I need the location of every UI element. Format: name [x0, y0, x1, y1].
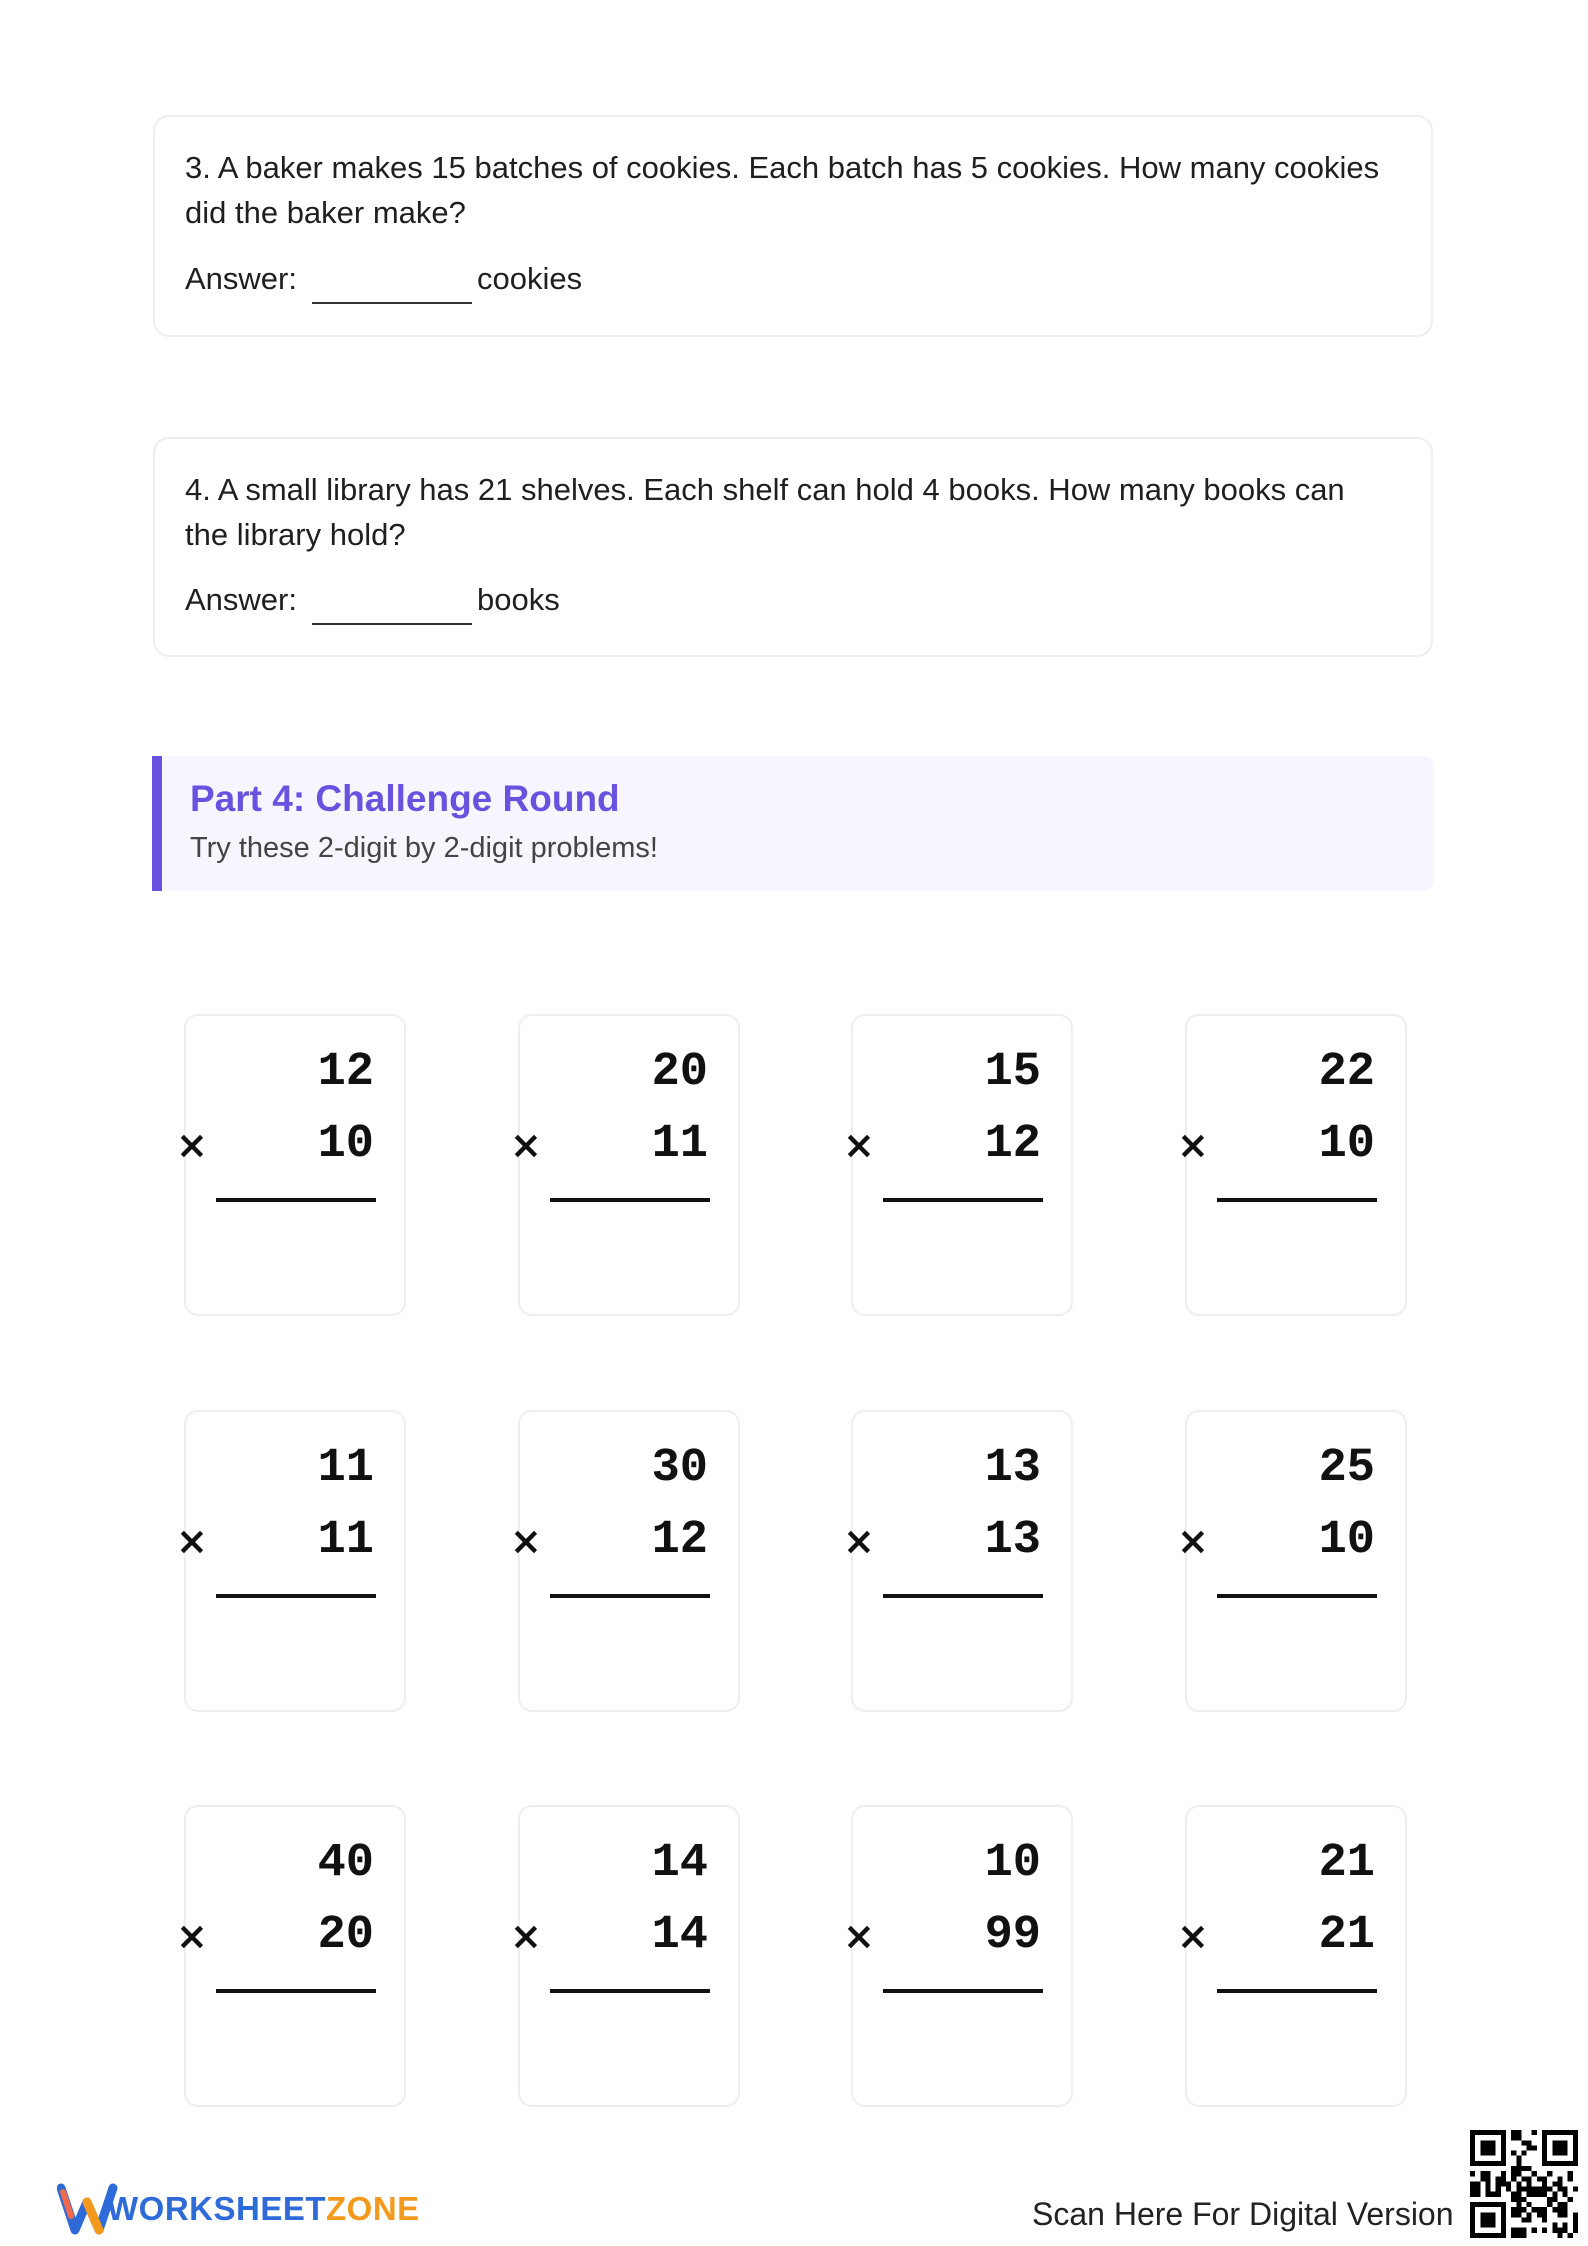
top-number: 25 [1318, 1442, 1375, 1495]
times-sign: × [510, 1519, 542, 1563]
top-number: 12 [317, 1046, 374, 1099]
answer-line[interactable] [1217, 1198, 1377, 1202]
bottom-number: 11 [317, 1514, 374, 1567]
multiplication-problem [1177, 1410, 1407, 1712]
section-subtitle: Try these 2-digit by 2-digit problems! [190, 832, 658, 864]
answer-unit: cookies [477, 261, 583, 296]
answer-label: Answer: [185, 582, 297, 617]
times-sign: × [1177, 1519, 1209, 1563]
bottom-number: 13 [984, 1514, 1041, 1567]
multiplication-problem [843, 1410, 1073, 1712]
multiplication-problem [1177, 1805, 1407, 2107]
bottom-number: 10 [1318, 1514, 1375, 1567]
bottom-number: 14 [651, 1909, 708, 1962]
answer-line[interactable] [883, 1594, 1043, 1598]
times-sign: × [843, 1519, 875, 1563]
answer-line[interactable] [1217, 1989, 1377, 1993]
qr-code-icon[interactable] [1470, 2130, 1578, 2238]
answer-line[interactable] [883, 1198, 1043, 1202]
answer-blank[interactable] [312, 623, 472, 625]
bottom-number: 21 [1318, 1909, 1375, 1962]
top-number: 40 [317, 1837, 374, 1890]
bottom-number: 20 [317, 1909, 374, 1962]
scan-text: Scan Here For Digital Version [1032, 2196, 1454, 2232]
top-number: 13 [984, 1442, 1041, 1495]
answer-label: Answer: [185, 261, 297, 296]
bottom-number: 10 [317, 1118, 374, 1171]
answer-line[interactable] [550, 1989, 710, 1993]
answer-line[interactable] [883, 1989, 1043, 1993]
brand-name-part1: WORKSHEET [107, 2190, 326, 2227]
top-number: 10 [984, 1837, 1041, 1890]
bottom-number: 12 [984, 1118, 1041, 1171]
multiplication-problem [843, 1805, 1073, 2107]
top-number: 14 [651, 1837, 708, 1890]
times-sign: × [510, 1123, 542, 1167]
question-text: 3. A baker makes 15 batches of cookies. Each batch has 5 cookies. How many cookies did the baker make? [185, 150, 1380, 230]
times-sign: × [843, 1123, 875, 1167]
top-number: 11 [317, 1442, 374, 1495]
multiplication-problem [176, 1014, 406, 1316]
answer-line[interactable] [550, 1198, 710, 1202]
multiplication-problem [510, 1014, 740, 1316]
answer-line[interactable] [216, 1198, 376, 1202]
bottom-number: 10 [1318, 1118, 1375, 1171]
brand-name-part2: ZONE [326, 2190, 420, 2227]
answer-line[interactable] [1217, 1594, 1377, 1598]
section-header [152, 756, 1434, 891]
multiplication-problem [510, 1410, 740, 1712]
top-number: 21 [1318, 1837, 1375, 1890]
times-sign: × [1177, 1123, 1209, 1167]
question-text: 4. A small library has 21 shelves. Each shelf can hold 4 books. How many books can the library hold? [185, 472, 1345, 552]
top-number: 20 [651, 1046, 708, 1099]
section-title: Part 4: Challenge Round [190, 778, 620, 819]
answer-unit: books [477, 582, 560, 617]
times-sign: × [510, 1914, 542, 1958]
multiplication-problem [176, 1410, 406, 1712]
multiplication-problem [843, 1014, 1073, 1316]
answer-line[interactable] [216, 1594, 376, 1598]
bottom-number: 11 [651, 1118, 708, 1171]
bottom-number: 12 [651, 1514, 708, 1567]
word-problem-card [153, 115, 1433, 337]
brand-name [107, 2190, 420, 2228]
times-sign: × [1177, 1914, 1209, 1958]
answer-blank[interactable] [312, 302, 472, 304]
multiplication-problem [510, 1805, 740, 2107]
bottom-number: 99 [984, 1909, 1041, 1962]
times-sign: × [176, 1519, 208, 1563]
multiplication-problem [176, 1805, 406, 2107]
top-number: 15 [984, 1046, 1041, 1099]
top-number: 22 [1318, 1046, 1375, 1099]
word-problem-card [153, 437, 1433, 657]
top-number: 30 [651, 1442, 708, 1495]
answer-line[interactable] [216, 1989, 376, 1993]
multiplication-problem [1177, 1014, 1407, 1316]
times-sign: × [176, 1123, 208, 1167]
times-sign: × [843, 1914, 875, 1958]
answer-line[interactable] [550, 1594, 710, 1598]
times-sign: × [176, 1914, 208, 1958]
